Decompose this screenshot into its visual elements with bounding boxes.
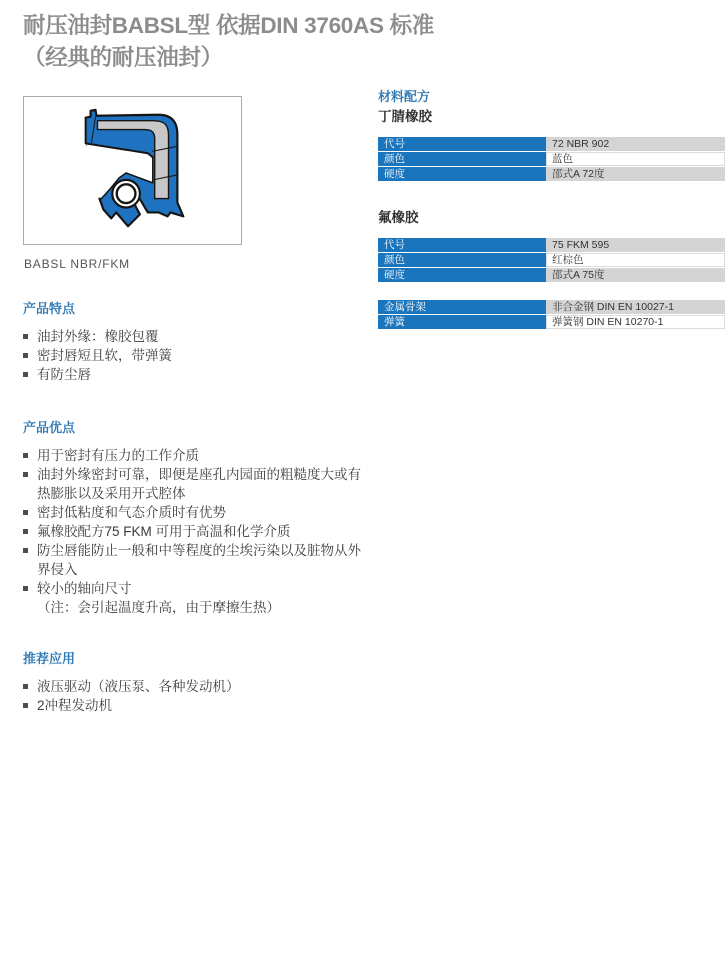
material-table-label: 颜色 (378, 152, 546, 166)
bullet-square-icon (23, 529, 28, 534)
feature-item-text: 密封唇短且软，带弹簧 (37, 348, 172, 363)
feature-item (23, 346, 369, 365)
advantage-item-text: 氟橡胶配方75 FKM 可用于高温和化学介质 (37, 524, 291, 539)
material-table (378, 136, 725, 182)
material-group-name: 氟橡胶 (378, 210, 419, 225)
bullet-square-icon (23, 548, 28, 553)
page-title-line2: （经典的耐压油封） (23, 45, 223, 70)
bullet-square-icon (23, 453, 28, 458)
page-title (23, 10, 434, 74)
advantage-item (23, 541, 369, 579)
advantages-heading: 产品优点 (23, 420, 76, 435)
material-table-value: 邵式A 72度 (546, 167, 725, 181)
bullet-square-icon (23, 372, 28, 377)
material-table-value: 邵式A 75度 (546, 268, 725, 282)
advantage-item-text: 用于密封有压力的工作介质 (37, 448, 199, 463)
material-table-row (378, 238, 725, 252)
material-table-value: 72 NBR 902 (546, 137, 725, 151)
bullet-square-icon (23, 684, 28, 689)
metal-spring-table (378, 299, 725, 330)
material-table-label: 代号 (378, 238, 546, 252)
material-group-name: 丁腈橡胶 (378, 109, 432, 124)
feature-item (23, 327, 369, 346)
seal-diagram-box (23, 96, 242, 245)
advantage-item-text: 防尘唇能防止一般和中等程度的尘埃污染以及脏物从外界侵入 (37, 543, 361, 577)
application-item-text: 2冲程发动机 (37, 698, 113, 713)
diagram-caption: BABSL NBR/FKM (24, 257, 130, 271)
material-table-row (378, 167, 725, 181)
applications-section (23, 652, 369, 715)
material-table-label: 颜色 (378, 253, 546, 267)
material-group (378, 109, 725, 182)
advantage-item (23, 465, 369, 503)
material-table-row (378, 253, 725, 267)
metal-spring-table-label: 弹簧 (378, 315, 546, 329)
advantage-item (23, 503, 369, 522)
bullet-square-icon (23, 703, 28, 708)
materials-heading: 材料配方 (378, 89, 431, 104)
material-table-label: 硬度 (378, 167, 546, 181)
bullet-square-icon (23, 586, 28, 591)
applications-list (23, 677, 369, 715)
feature-item-text: 油封外缘：橡胶包覆 (37, 329, 159, 344)
advantage-item (23, 446, 369, 465)
metal-spring-table-row (378, 300, 725, 314)
metal-spring-table-row (378, 315, 725, 329)
material-table-row (378, 268, 725, 282)
material-group (378, 210, 725, 283)
feature-item-text: 有防尘唇 (37, 367, 91, 382)
material-table-row (378, 137, 725, 151)
bullet-square-icon (23, 510, 28, 515)
material-table-value: 红棕色 (546, 253, 725, 267)
bullet-square-icon (23, 353, 28, 358)
advantages-note: （注：会引起温度升高，由于摩擦生热） (37, 600, 280, 615)
material-table-value: 蓝色 (546, 152, 725, 166)
applications-heading: 推荐应用 (23, 651, 76, 666)
bullet-square-icon (23, 334, 28, 339)
application-item-text: 液压驱动（液压泵、各种发动机） (37, 679, 240, 694)
material-table-label: 代号 (378, 137, 546, 151)
material-groups (378, 109, 725, 283)
advantage-item-text: 较小的轴向尺寸 (37, 581, 132, 596)
feature-item (23, 365, 369, 384)
seal-cross-section-illustration (24, 97, 241, 244)
material-table (378, 237, 725, 283)
metal-spring-table-label: 金属骨架 (378, 300, 546, 314)
metal-spring-table-value: 弹簧钢 DIN EN 10270-1 (546, 315, 725, 329)
material-table-row (378, 152, 725, 166)
application-item (23, 677, 369, 696)
bullet-square-icon (23, 472, 28, 477)
features-heading: 产品特点 (23, 301, 76, 316)
advantage-item (23, 579, 369, 598)
advantages-section (23, 421, 369, 617)
material-table-label: 硬度 (378, 268, 546, 282)
features-list (23, 327, 369, 384)
advantages-list (23, 446, 369, 598)
material-table-value: 75 FKM 595 (546, 238, 725, 252)
features-section (23, 302, 369, 384)
metal-spring-table-value: 非合金钢 DIN EN 10027-1 (546, 300, 725, 314)
advantage-item (23, 522, 369, 541)
advantage-item-text: 油封外缘密封可靠，即便是座孔内园面的粗糙度大或有热膨胀以及采用开式腔体 (37, 467, 361, 501)
advantage-item-text: 密封低粘度和气态介质时有优势 (37, 505, 226, 520)
spring-inner-ring (117, 184, 136, 203)
application-item (23, 696, 369, 715)
materials-panel (378, 90, 725, 330)
page-title-line1: 耐压油封BABSL型 依据DIN 3760AS 标准 (23, 13, 435, 38)
